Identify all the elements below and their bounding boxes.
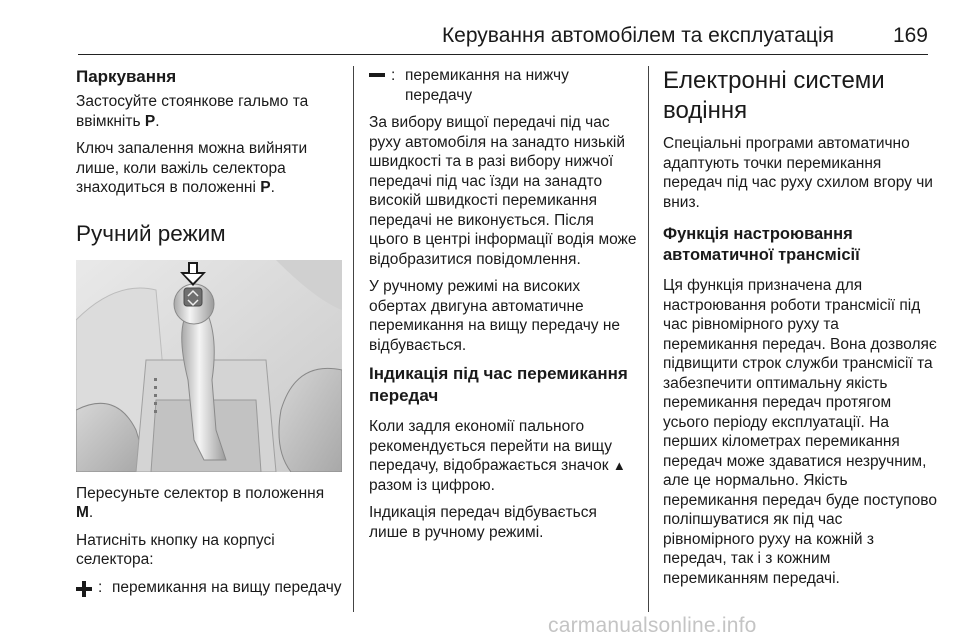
section-heading-indicator: Індикація під час перемикання передач xyxy=(369,364,628,405)
plus-icon xyxy=(76,578,98,598)
paragraph: Ключ запалення можна вийняти лише, коли важіль селектора знаходиться в положенні P. xyxy=(76,140,308,196)
definition-text: перемикання на нижчу передачу xyxy=(405,67,569,104)
minus-icon xyxy=(369,66,391,105)
gear-key: P xyxy=(144,112,156,130)
paragraph: Натисніть кнопку на корпусі селектора: xyxy=(76,531,275,568)
section-heading-parking: Паркування xyxy=(76,67,177,86)
upshift-triangle-icon: ▲ xyxy=(612,458,626,473)
gear-key: P xyxy=(260,179,271,196)
column-right xyxy=(663,66,938,596)
gear-key: M xyxy=(76,504,89,521)
gear-selector-illustration xyxy=(76,260,342,472)
paragraph: Ця функція призначена для настроювання роботи трансмісії під час рівномірного руху та перемикання передач. Вона дозволяє підвищити строк служби трансмісії та забезпечити оптимальну якість перемикання передач протягом усього періоду експлуатації. На перших кілометрах перемикання передач може здаватися незручним, але це нормально. Якість перемикання передач буде поступово поліпшуватися як під час рівномірного руху на кожній з передач, так і з кожним перемиканням передачі. xyxy=(663,277,937,587)
watermark: carmanualsonline.info xyxy=(548,614,757,637)
section-heading-adaptation: Функція настроювання автоматичної трансмісії xyxy=(663,225,860,264)
paragraph: Коли задля економії пального рекомендується перейти на вищу передачу, відображається значок ▲ разом із цифрою. xyxy=(369,418,626,494)
chapter-title: Керування автомобілем та експлуатація xyxy=(441,24,834,47)
page-header xyxy=(78,18,928,55)
paragraph: Пересуньте селектор в положення M. xyxy=(76,484,325,521)
column-divider xyxy=(353,66,354,612)
definition-plus: : перемикання на вищу передачу xyxy=(76,578,342,598)
definition-text: перемикання на вищу передачу xyxy=(112,578,342,596)
paragraph: Спеціальні програми автоматично адаптують точки перемикання передач під час руху схилом вгору чи вниз. xyxy=(663,135,933,211)
paragraph: У ручному режимі на високих обертах двигуна автоматичне перемикання на вищу передачу не відбувається. xyxy=(369,278,621,354)
paragraph: Індикація передач відбувається лише в ручному режимі. xyxy=(369,504,597,541)
column-left xyxy=(76,66,342,605)
column-middle xyxy=(369,66,637,550)
column-divider xyxy=(648,66,649,612)
section-heading-electronic: Електронні системи водіння xyxy=(663,67,885,124)
definition-minus: : перемикання на нижчу передачу xyxy=(369,66,637,105)
section-heading-manual: Ручний режим xyxy=(76,220,226,246)
paragraph: За вибору вищої передачі під час руху автомобіля на занадто низькій швидкості та в разі вибору нижчої передачі під час їзди на занадто високій швидкості перемикання передачі не виконується. Після цього в центрі інформації водія може відобразитися повідомлення. xyxy=(369,114,637,268)
page-number: 169 xyxy=(892,24,928,47)
paragraph: Застосуйте стоянкове гальмо та ввімкніть P. xyxy=(76,93,309,130)
